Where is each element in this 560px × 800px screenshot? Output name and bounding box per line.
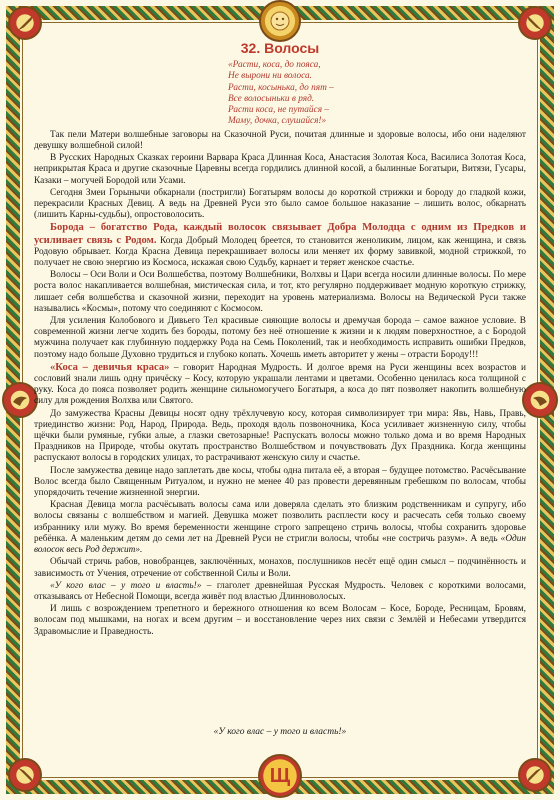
side-medal-right (522, 382, 558, 418)
sun-face-medal (259, 0, 301, 42)
paragraph: Так пели Матери волшебные заговоры на Сказочной Руси, почитая длинные и здоровые волосы, ибо они наделяют девушку волшебной силой! (34, 129, 526, 151)
paragraph: После замужества девице надо заплетать две косы, чтобы одна питала её, а вторая – будущее потомство. Расчёсывание Волос всегда было Священным Ритуалом, и нужно не менее 40 раз провести деревянным гребешком по волосам, чтобы упорядочить течение жизненной энергии. (34, 465, 526, 499)
leaf-icon (14, 12, 36, 34)
sun-face-icon (266, 7, 294, 35)
quote-text: «Один волосок весь Род держит». (34, 533, 526, 556)
paragraph: И лишь с возрождением трепетного и бережного отношения ко всем Волосам – Косе, Бороде, Ресницам, Бровям, волосам под мышками, на ногах и всем другим – и восстановление через них связи с Землёй и Небесами утвердится Здравомыслие и Праведность. (34, 604, 526, 637)
paragraph: Для усиления Колобового и Дивьего Тел красивые сияющие волосы и дремучая борода – самое важное условие. В современной жизни легче ходить без бороды, потому без неё отношение к жизни и к людям поверхностное, а с Бородой мужчина получает как глубинную поддержку Рода на Семь Поколений, так и необходимость исправить ошибки Предков, поэтому надо больше Духовно трудиться и глубоко копать. Хочешь иметь авторитет у жены – отрасти Бороду!!! (34, 316, 526, 360)
paragraph-text: – говорит Народная Мудрость. И долгое время на Руси женщины всех возрастов и сословий знали лишь одну причёску – Косу, которую украшали лентами и цветами. Особенно ценилась коса толщиной с руку. Коса до пояса позволяет родить женщине сильномогучего Богатыря, а коса до пят позволяет накопить волшебную силу для рождения Волхва или Святого. (34, 362, 526, 407)
quote-text: «У кого влас – у того и власть!» (50, 580, 202, 591)
paragraph: Волосы – Оси Воли и Оси Волшебства, поэтому Волшебники, Волхвы и Цари всегда носили длинные волосы. По мере роста волос накапливается волшебная, мистическая сила, и тот, кто регулярно поддерживает модную короткую стрижку, лишает себя волшебства и сказочной жизни, переходит на уровень материализма. Волосы на Ведической Руси также назывались «Космы», потому что соединяют с Космосом. (34, 270, 526, 314)
side-medal-left (2, 382, 38, 418)
closing-quote: «У кого влас – у того и власть!» (213, 727, 347, 737)
paragraph: Обычай стричь рабов, новобранцев, заключённых, монахов, послушников несёт ещё один смысл – подчинённость и зависимость от Учения, отречение от собственной Силы и Воли. (34, 557, 526, 579)
corner-ornament-top-right (518, 6, 552, 40)
epigraph-line: Все волосыньки в ряд. (228, 93, 315, 104)
paragraph-text: Красная Девица могла расчёсывать волосы сама или доверяла сделать это близким родственникам и супругу, ибо волосы связаны с волшебством и магией. Девушка может позволить расплести косу и расчесать себя только своему избраннику или мужу. Во время беременности женщине строго запрещено стричь волосы, чтобы сохранить здоровье ребёнка. А маленьким детям до семи лет на Древней Руси не стригли волосы, чтобы «не состричь разум». А ведь (34, 500, 526, 544)
epigraph-line: Расти, косынька, до пят – (228, 82, 334, 93)
paragraph (34, 500, 526, 556)
bird-icon (10, 390, 30, 410)
paragraph: Сегодня Змеи Горынычи обкарнали (постригли) Богатырям волосы до короткой стрижки и бороду до гладкой кожи, перекрасили Красных Девиц. А ведь на Древней Руси это было самое большое наказание – лишить волос, обкарнать (лишить Карны-судьбы), опростоволосить. (34, 187, 526, 221)
page-title: 32. Волосы (240, 40, 320, 56)
corner-ornament-bottom-left (8, 758, 42, 792)
bottom-medal (258, 754, 302, 798)
corner-ornament-bottom-right (518, 758, 552, 792)
paragraph: В Русских Народных Сказках героини Варвара Краса Длинная Коса, Анастасия Золотая Коса, Василиса Золотая Коса, неприкрытая Краса и другие сказочные Царевны всегда гордились длинной косой, а былинные Богатыри, Витязи, Гусары, Казаки – могучей Бородой или Усами. (34, 153, 526, 186)
paragraph: До замужества Красны Девицы носят одну трёхлучевую косу, которая символизирует три мира: Явь, Навь, Правь, триединство жизни: Род, Народ, Природа. Ведь, проходя вдоль позвоночника, Коса усиливает жизненную силу, чтобы щёчки были румяные, губки алые, а глазки светозарные! Распускать волосы можно только дома и во время Народных Праздников на Природе, чтобы окутать пространство Волшебством и почувствовать Дух Праздника. Когда женщины распускают волосы в городских улицах, то растрачивают женскую силу и счастье. (34, 408, 526, 464)
epigraph (228, 60, 526, 128)
paragraph (34, 222, 526, 269)
paragraph-text: – глаголет древнейшая Русская Мудрость. Человек с короткими волосами, отказываясь от Небесной Помощи, всегда живёт под властью Длинноволосых. (34, 580, 526, 602)
leaf-icon (14, 764, 36, 786)
epigraph-line: Расти коса, не путайся – (228, 105, 329, 116)
epigraph-line: «Расти, коса, до пояса, (228, 60, 321, 70)
highlight-text: «Коса – девичья краса» (50, 361, 170, 373)
shcha-symbol: Щ (269, 764, 291, 787)
bird-icon (530, 390, 550, 410)
highlight-text: Борода – богатство Рода, каждый волосок связывает Добра Молодца с одним из Предков и усиливает связь с Родом. (34, 222, 526, 246)
epigraph-line: Не вырони ни волоса. (228, 71, 312, 82)
leaf-icon (524, 12, 546, 34)
leaf-icon (524, 764, 546, 786)
paragraph (34, 362, 526, 408)
paragraph (34, 581, 526, 603)
article (34, 40, 526, 638)
paragraph-text: Когда Добрый Молодец бреется, то становится женоликим, лицом, как женщина, и связь Родовую обрывает. Когда Красна Девица перекрашивает волосы или меняет их форму завивкой, модной стрижкой, то получает не свою энергию из Космоса, искажая свою Судьбу, карнает и теряет женское счастье. (34, 235, 526, 269)
corner-ornament-top-left (8, 6, 42, 40)
epigraph-line: Маму, дочка, слушайся!» (228, 116, 327, 127)
